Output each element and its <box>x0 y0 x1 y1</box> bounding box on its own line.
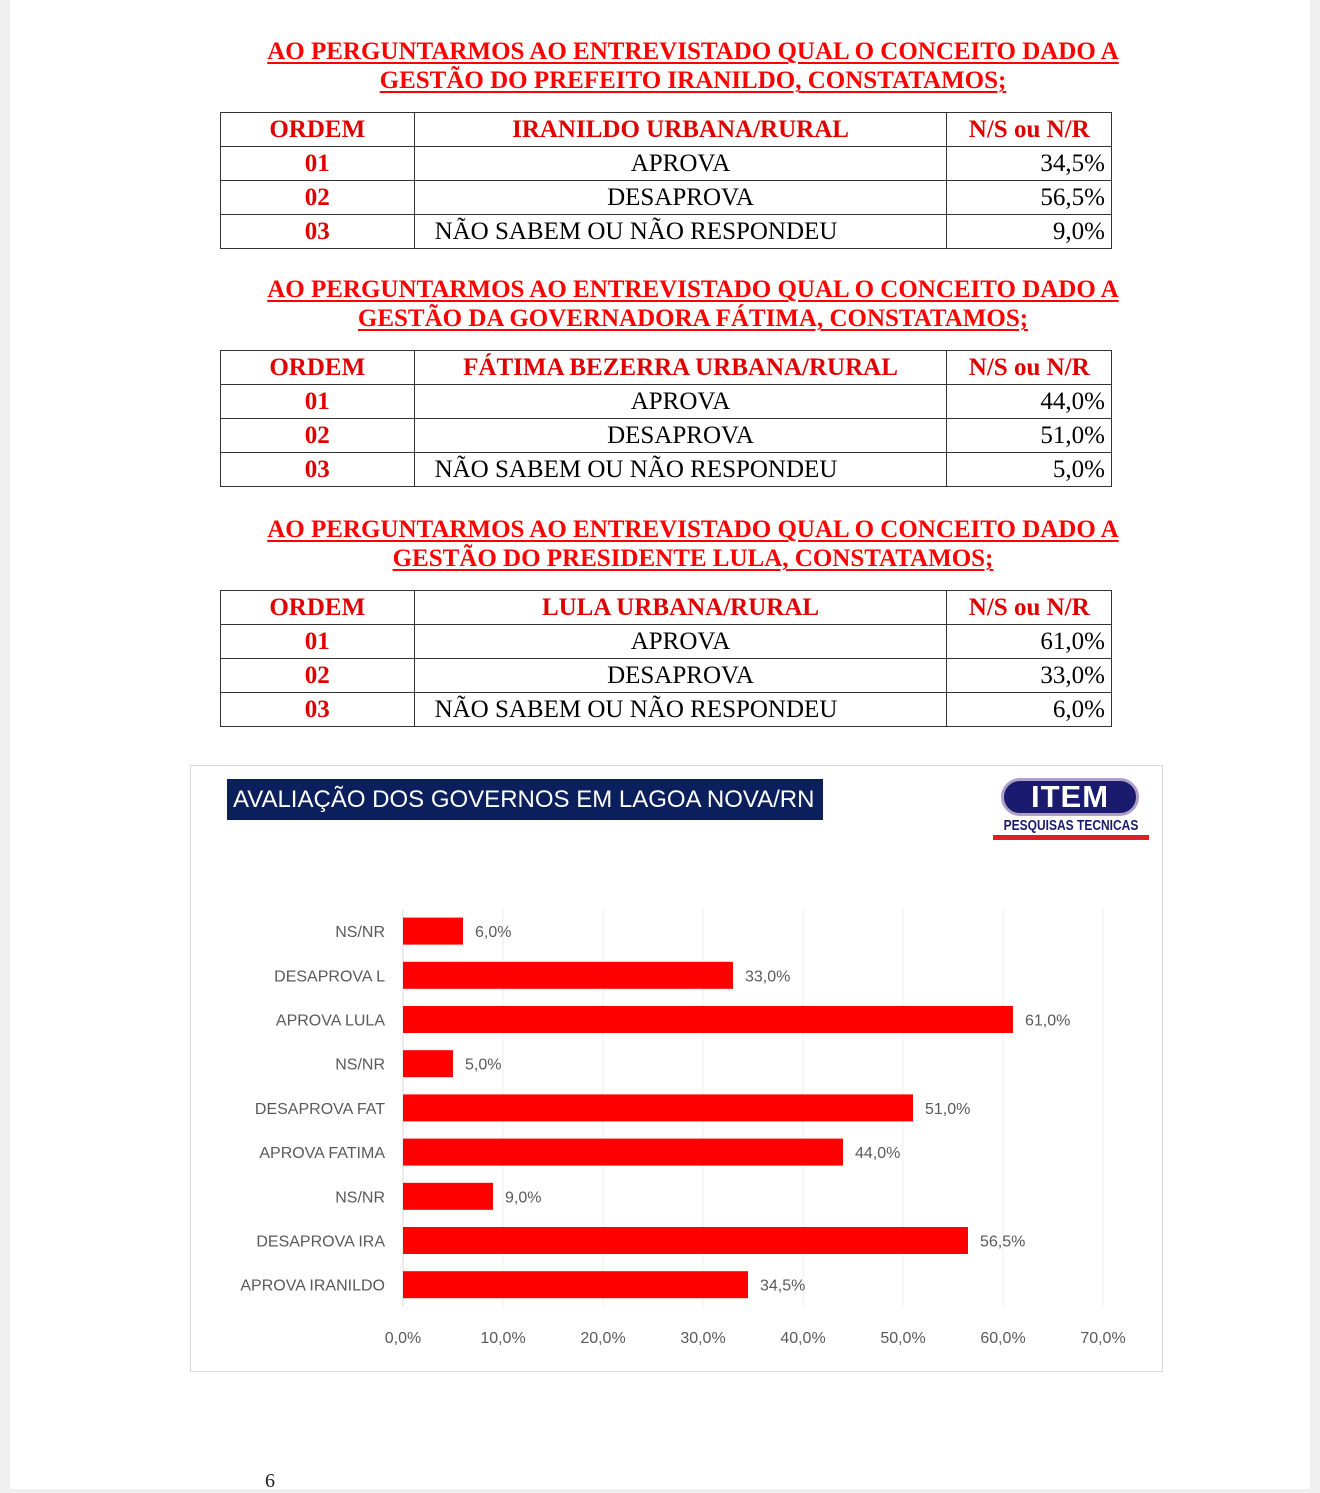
bar-chart <box>191 766 1162 1371</box>
ordem-cell: 03 <box>221 693 415 727</box>
x-tick-label: 40,0% <box>780 1329 826 1347</box>
heading-line: AO PERGUNTARMOS AO ENTREVISTADO QUAL O CONCEITO DADO A <box>267 38 1119 65</box>
value-cell: 34,5% <box>947 147 1112 181</box>
x-tick-label: 10,0% <box>480 1329 526 1347</box>
data-label: 56,5% <box>980 1233 1026 1251</box>
table-row <box>221 181 1112 215</box>
item-cell: DESAPROVA <box>414 181 947 215</box>
header-cell: ORDEM <box>221 591 415 625</box>
heading-line: GESTÃO DO PREFEITO IRANILDO, CONSTATAMOS; <box>379 67 1007 94</box>
value-cell: 61,0% <box>947 625 1112 659</box>
ordem-cell: 03 <box>221 215 415 249</box>
fatima-table <box>220 350 1112 487</box>
page-number: 6 <box>265 1470 275 1492</box>
bar <box>403 1183 493 1210</box>
bar <box>403 1271 748 1298</box>
category-label: APROVA LULA <box>275 1012 385 1030</box>
item-cell: APROVA <box>414 625 947 659</box>
category-label: APROVA IRANILDO <box>240 1277 385 1295</box>
x-tick-label: 0,0% <box>384 1329 422 1347</box>
header-cell: N/S ou N/R <box>947 113 1112 147</box>
category-label: APROVA FATIMA <box>259 1145 385 1163</box>
ordem-cell: 02 <box>221 181 415 215</box>
header-cell: N/S ou N/R <box>947 591 1112 625</box>
data-label: 51,0% <box>925 1100 971 1118</box>
category-label: DESAPROVA FAT <box>254 1100 385 1118</box>
document-page <box>10 0 1310 1492</box>
heading-line: GESTÃO DO PRESIDENTE LULA, CONSTATAMOS; <box>392 545 994 572</box>
table-row <box>221 659 1112 693</box>
ordem-cell: 01 <box>221 385 415 419</box>
value-cell: 44,0% <box>947 385 1112 419</box>
heading-line: AO PERGUNTARMOS AO ENTREVISTADO QUAL O CONCEITO DADO A <box>267 516 1119 543</box>
bar <box>403 1050 453 1077</box>
data-label: 9,0% <box>505 1189 542 1207</box>
iranildo-table <box>220 112 1112 249</box>
section-heading-fatima <box>243 275 1143 333</box>
data-label: 6,0% <box>475 924 512 942</box>
category-label: NS/NR <box>335 924 385 942</box>
data-label: 61,0% <box>1025 1012 1071 1030</box>
ordem-cell: 03 <box>221 453 415 487</box>
item-cell: DESAPROVA <box>414 659 947 693</box>
table-row <box>221 215 1112 249</box>
item-logo <box>993 778 1149 842</box>
item-cell: DESAPROVA <box>414 419 947 453</box>
x-tick-label: 70,0% <box>1080 1329 1126 1347</box>
bar <box>403 1094 913 1121</box>
table-row <box>221 693 1112 727</box>
section-heading-lula <box>243 515 1143 573</box>
heading-line: GESTÃO DA GOVERNADORA FÁTIMA, CONSTATAMOS; <box>357 305 1029 332</box>
table-header-row <box>221 113 1112 147</box>
value-cell: 6,0% <box>947 693 1112 727</box>
data-label: 33,0% <box>745 968 791 986</box>
category-label: NS/NR <box>335 1189 385 1207</box>
value-cell: 51,0% <box>947 419 1112 453</box>
category-label: DESAPROVA IRA <box>256 1233 385 1251</box>
header-cell: LULA URBANA/RURAL <box>414 591 947 625</box>
item-cell: NÃO SABEM OU NÃO RESPONDEU <box>414 215 947 249</box>
lula-table <box>220 590 1112 727</box>
value-cell: 33,0% <box>947 659 1112 693</box>
item-cell: NÃO SABEM OU NÃO RESPONDEU <box>414 453 947 487</box>
logo-subtitle: PESQUISAS TECNICAS <box>1003 816 1139 834</box>
data-label: 44,0% <box>855 1145 901 1163</box>
bar <box>403 1227 968 1254</box>
table-row <box>221 453 1112 487</box>
x-tick-label: 50,0% <box>880 1329 926 1347</box>
table-row <box>221 419 1112 453</box>
header-cell: N/S ou N/R <box>947 351 1112 385</box>
x-tick-label: 20,0% <box>580 1329 626 1347</box>
table-row <box>221 385 1112 419</box>
x-tick-label: 30,0% <box>680 1329 726 1347</box>
bar <box>403 1139 843 1166</box>
logo-underline-bar <box>993 835 1149 840</box>
heading-line: AO PERGUNTARMOS AO ENTREVISTADO QUAL O CONCEITO DADO A <box>267 276 1119 303</box>
section-heading-iranildo <box>243 37 1143 95</box>
chart-title: AVALIAÇÃO DOS GOVERNOS EM LAGOA NOVA/RN <box>227 779 823 820</box>
item-cell: APROVA <box>414 385 947 419</box>
header-cell: IRANILDO URBANA/RURAL <box>414 113 947 147</box>
data-label: 34,5% <box>760 1277 806 1295</box>
category-label: DESAPROVA L <box>274 968 385 986</box>
ordem-cell: 02 <box>221 419 415 453</box>
item-cell: APROVA <box>414 147 947 181</box>
header-cell: FÁTIMA BEZERRA URBANA/RURAL <box>414 351 947 385</box>
ordem-cell: 01 <box>221 625 415 659</box>
value-cell: 5,0% <box>947 453 1112 487</box>
bar <box>403 918 463 945</box>
item-cell: NÃO SABEM OU NÃO RESPONDEU <box>414 693 947 727</box>
header-cell: ORDEM <box>221 113 415 147</box>
category-label: NS/NR <box>335 1056 385 1074</box>
ordem-cell: 02 <box>221 659 415 693</box>
chart-container <box>190 765 1163 1372</box>
value-cell: 9,0% <box>947 215 1112 249</box>
header-cell: ORDEM <box>221 351 415 385</box>
bar <box>403 962 733 989</box>
table-header-row <box>221 351 1112 385</box>
table-header-row <box>221 591 1112 625</box>
table-row <box>221 147 1112 181</box>
data-label: 5,0% <box>465 1056 502 1074</box>
ordem-cell: 01 <box>221 147 415 181</box>
x-tick-label: 60,0% <box>980 1329 1026 1347</box>
table-row <box>221 625 1112 659</box>
bar <box>403 1006 1013 1033</box>
value-cell: 56,5% <box>947 181 1112 215</box>
logo-wordmark: ITEM <box>1001 778 1139 816</box>
